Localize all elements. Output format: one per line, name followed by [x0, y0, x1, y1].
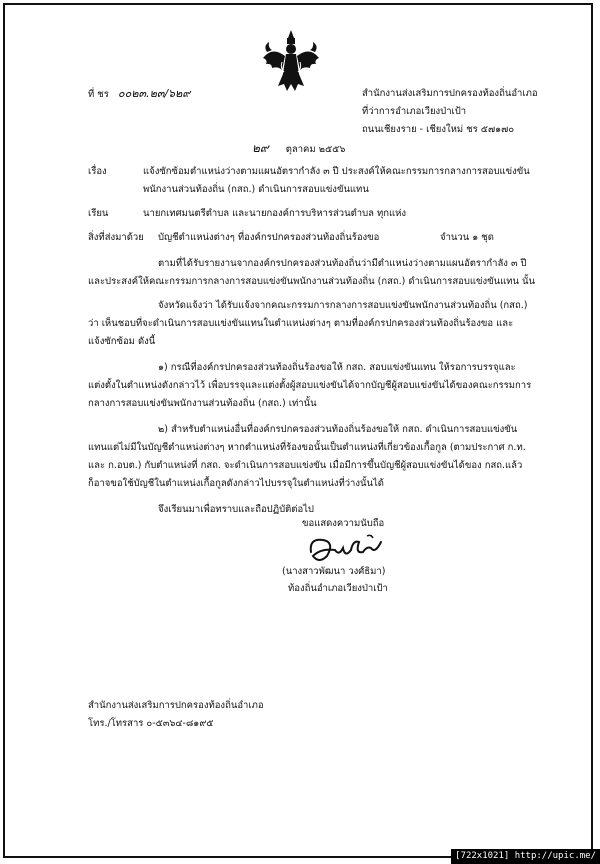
- paragraph-1-line-1: ตามที่ได้รับรายงานจากองค์กรปกครองส่วนท้องถิ่นว่ามีตำแหน่งว่างตามแผนอัตรากำลัง ๓ ปี: [158, 258, 527, 269]
- paragraph-2-line-1: จังหวัดแจ้งว่า ได้รับแจ้งจากคณะกรรมการกลางการสอบแข่งขันพนักงานส่วนท้องถิ่น (กสถ.): [158, 300, 528, 311]
- subject-line-1: แจ้งซักซ้อมตำแหน่งว่างตามแผนอัตรากำลัง ๓ ปี ประสงค์ให้คณะกรรมการกลางการสอบแข่งขัน: [143, 166, 530, 177]
- image-host-watermark: [722x1021] http://upic.me/: [451, 849, 600, 864]
- regards-text: ขอแสดงความนับถือ: [302, 518, 385, 529]
- garuda-emblem-icon: [260, 28, 322, 94]
- closing-text: จึงเรียนมาเพื่อทราบและถือปฏิบัติต่อไป: [158, 504, 314, 515]
- date-month-year: ตุลาคม ๒๕๕๖: [285, 144, 346, 155]
- enclosure-text: บัญชีตำแหน่งต่างๆ ที่องค์กรปกครองส่วนท้องถิ่นร้องขอ: [158, 232, 380, 243]
- recipient-text: นายกเทศมนตรีตำบล และนายกองค์การบริหารส่วนตำบล ทุกแห่ง: [143, 208, 407, 219]
- org-address-2: ถนนเชียงราย - เชียงใหม่ ชร ๕๗๑๗๐: [362, 124, 515, 135]
- enclosure-qty: จำนวน ๑ ชุด: [440, 232, 494, 243]
- org-address-1: ที่ว่าการอำเภอเวียงป่าเป้า: [362, 106, 467, 117]
- ref-prefix: ที่ ชร: [88, 89, 109, 100]
- paragraph-4-line-1: ๒) สำหรับตำแหน่งอื่นที่องค์กรปกครองส่วนท้องถิ่นร้องขอให้ กสถ. ดำเนินการสอบแข่งขัน: [158, 424, 518, 435]
- paragraph-1-line-2: และประสงค์ให้คณะกรรมการกลางการสอบแข่งขันพนักงานส่วนท้องถิ่น (กสถ.) ดำเนินการสอบแข่งขันแทน นั้น: [88, 276, 535, 287]
- paragraph-3-line-2: แต่งตั้งในตำแหน่งดังกล่าวไว้ เพื่อบรรจุและแต่งตั้งผู้สอบแข่งขันได้จากบัญชีผู้สอบแข่งขันได้ของคณะกรรมการ: [88, 380, 532, 391]
- footer-office: สำนักงานส่งเสริมการปกครองท้องถิ่นอำเภอ: [88, 700, 264, 711]
- recipient-label: เรียน: [88, 208, 109, 219]
- signature-icon: [305, 530, 385, 568]
- paragraph-2-line-2: ว่า เห็นชอบที่จะดำเนินการสอบแข่งขันแทนในตำแหน่งต่างๆ ตามที่องค์กรปกครองส่วนท้องถิ่นร้องขอ และ: [88, 318, 514, 329]
- reference-number: ๐๐๒๓.๒๓/๖๒๙: [117, 87, 191, 100]
- paragraph-4-line-2: แทนแต่ไม่มีในบัญชีตำแหน่งต่างๆ หากตำแหน่งที่ร้องขอนั้นเป็นตำแหน่งที่เกี่ยวข้องเกื้อกูล (ตามประกาศ ก.ท.: [88, 442, 526, 453]
- paragraph-3-line-1: ๑) กรณีที่องค์กรปกครองส่วนท้องถิ่นร้องขอให้ กสถ. สอบแข่งขันแทน ให้รอการบรรจุและ: [158, 362, 516, 373]
- paragraph-3-line-3: กลางการสอบแข่งขันพนักงานส่วนท้องถิ่น (กสถ.) เท่านั้น: [88, 398, 317, 409]
- footer-phone: โทร./โทรสาร ๐-๕๓๖๔-๘๑๙๕: [88, 718, 214, 729]
- enclosure-label: สิ่งที่ส่งมาด้วย: [88, 232, 144, 243]
- org-name: สำนักงานส่งเสริมการปกครองท้องถิ่นอำเภอ: [362, 88, 538, 99]
- subject-line-2: พนักงานส่วนท้องถิ่น (กสถ.) ดำเนินการสอบแข่งขันแทน: [143, 184, 369, 195]
- paragraph-2-line-3: แจ้งซักซ้อม ดังนี้: [88, 336, 156, 347]
- signatory-name: (นางสาวพัฒนา วงศ์ธิมา): [282, 566, 386, 577]
- date-day: ๒๙: [252, 141, 269, 155]
- signatory-position: ท้องถิ่นอำเภอเวียงป่าเป้า: [288, 583, 388, 594]
- paragraph-4-line-4: ก็อาจขอใช้บัญชีในตำแหน่งเกื้อกูลดังกล่าวไปบรรจุในตำแหน่งที่ว่างนั้นได้: [88, 478, 384, 489]
- paragraph-4-line-3: และ ก.อบต.) กับตำแหน่งที่ กสถ. จะดำเนินการสอบแข่งขัน เมื่อมีการขึ้นบัญชีผู้สอบแข่งขันได้ของ กสถ.แล้ว: [88, 460, 523, 471]
- subject-label: เรื่อง: [88, 166, 107, 177]
